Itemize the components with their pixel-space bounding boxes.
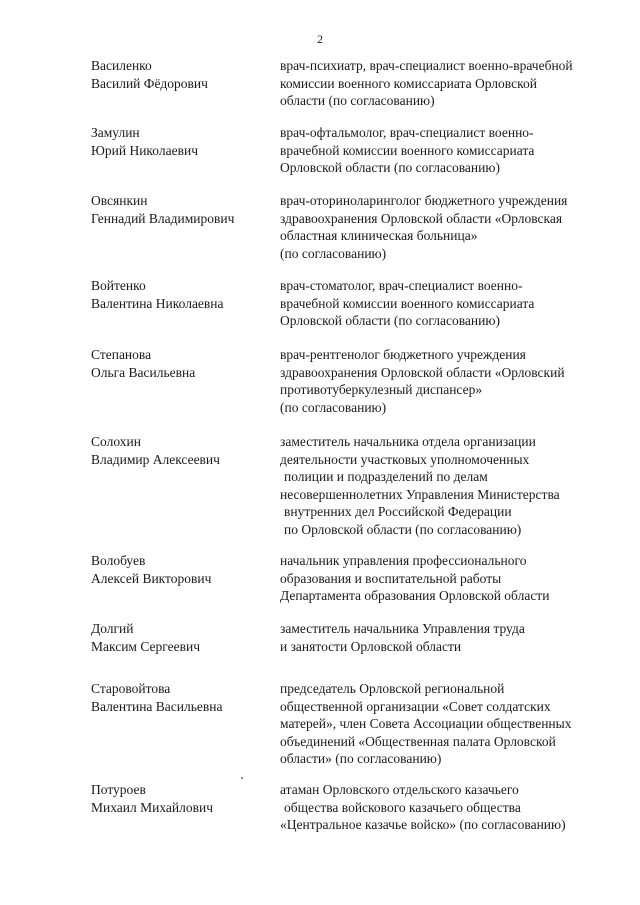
position-line: внутренних дел Российской Федерации xyxy=(284,504,512,520)
position-line: области» (по согласованию) xyxy=(280,751,442,767)
member-name xyxy=(91,192,276,228)
member-surname: Солохин xyxy=(91,434,141,449)
position-line: заместитель начальника Управления труда xyxy=(280,621,525,636)
position-line: объединений «Общественная палата Орловской xyxy=(280,733,556,749)
member-given-names: Алексей Викторович xyxy=(91,571,212,586)
member-position xyxy=(280,781,620,834)
member-given-names: Ольга Васильевна xyxy=(91,365,196,380)
position-line: врач-офтальмолог, врач-специалист военно- xyxy=(280,125,534,140)
member-given-names: Валентина Васильевна xyxy=(91,699,223,714)
position-line: начальник управления профессионального xyxy=(280,553,527,568)
member-name xyxy=(91,277,276,313)
member-surname: Войтенко xyxy=(91,278,146,293)
position-line: общества войскового казачьего общества xyxy=(284,799,521,815)
member-position xyxy=(280,346,620,416)
position-line: областная клиническая больница» xyxy=(280,228,478,244)
member-given-names: Василий Фёдорович xyxy=(91,76,208,91)
member-surname: Старовойтова xyxy=(91,681,171,696)
position-line: «Центральное казачье войско» (по согласованию) xyxy=(280,817,566,833)
position-line: атаман Орловского отдельского казачьего xyxy=(280,782,519,797)
member-position xyxy=(280,680,620,768)
position-line: по Орловской области (по согласованию) xyxy=(284,521,522,537)
member-surname: Волобуев xyxy=(91,553,146,568)
position-line: заместитель начальника отдела организации xyxy=(280,434,536,449)
position-line: Орловской области (по согласованию) xyxy=(280,313,500,329)
position-line: Орловской области (по согласованию) xyxy=(280,160,500,176)
member-given-names: Владимир Алексеевич xyxy=(91,452,220,467)
member-position xyxy=(280,552,620,605)
position-line: деятельности участковых уполномоченных xyxy=(280,451,530,467)
member-name xyxy=(91,680,276,716)
position-line: и занятости Орловской области xyxy=(280,638,462,654)
member-name xyxy=(91,124,276,160)
position-line: комиссии военного комиссариата Орловской xyxy=(280,75,537,91)
position-line: (по согласованию) xyxy=(280,245,387,261)
position-line: здравоохранения Орловской области «Орловская xyxy=(280,210,563,226)
position-line: председатель Орловской региональной xyxy=(280,681,505,696)
page-number: 2 xyxy=(317,32,323,46)
member-name xyxy=(91,552,276,588)
member-given-names: Максим Сергеевич xyxy=(91,639,200,654)
position-line: врач-рентгенолог бюджетного учреждения xyxy=(280,347,526,362)
member-surname: Замулин xyxy=(91,125,140,140)
member-position xyxy=(280,57,620,110)
position-line: противотуберкулезный диспансер» xyxy=(280,382,483,398)
member-given-names: Михаил Михайлович xyxy=(91,800,214,815)
member-given-names: Юрий Николаевич xyxy=(91,143,198,158)
member-name xyxy=(91,781,276,817)
member-position xyxy=(280,433,620,539)
position-line: области (по согласованию) xyxy=(280,93,435,109)
position-line: полиции и подразделений по делам xyxy=(284,469,488,485)
member-position xyxy=(280,192,620,262)
member-position xyxy=(280,124,620,177)
position-line: общественной организации «Совет солдатских xyxy=(280,698,551,714)
position-line: врач-психиатр, врач-специалист военно-врачебной xyxy=(280,58,573,73)
position-line: матерей», член Совета Ассоциации общественных xyxy=(280,716,572,732)
member-name xyxy=(91,346,276,382)
member-surname: Степанова xyxy=(91,347,152,362)
position-line: здравоохранения Орловской области «Орловский xyxy=(280,364,565,380)
member-name xyxy=(91,57,276,93)
member-position xyxy=(280,277,620,330)
position-line: (по согласованию) xyxy=(280,399,387,415)
member-surname: Долгий xyxy=(91,621,134,636)
member-given-names: Валентина Николаевна xyxy=(91,296,224,311)
member-position xyxy=(280,620,620,655)
member-surname: Василенко xyxy=(91,58,152,73)
member-name xyxy=(91,620,276,656)
position-line: врачебной комиссии военного комиссариата xyxy=(280,295,535,311)
position-line: образования и воспитательной работы xyxy=(280,570,502,586)
position-line: несовершеннолетних Управления Министерства xyxy=(280,486,560,502)
member-name xyxy=(91,433,276,469)
position-line: врач-оториноларинголог бюджетного учреждения xyxy=(280,193,568,208)
position-line: Департамента образования Орловской области xyxy=(280,588,550,604)
scan-speck xyxy=(241,777,243,779)
position-line: врач-стоматолог, врач-специалист военно- xyxy=(280,278,523,293)
position-line: врачебной комиссии военного комиссариата xyxy=(280,142,535,158)
member-given-names: Геннадий Владимирович xyxy=(91,211,235,226)
member-surname: Овсянкин xyxy=(91,193,148,208)
member-surname: Потуроев xyxy=(91,782,146,797)
